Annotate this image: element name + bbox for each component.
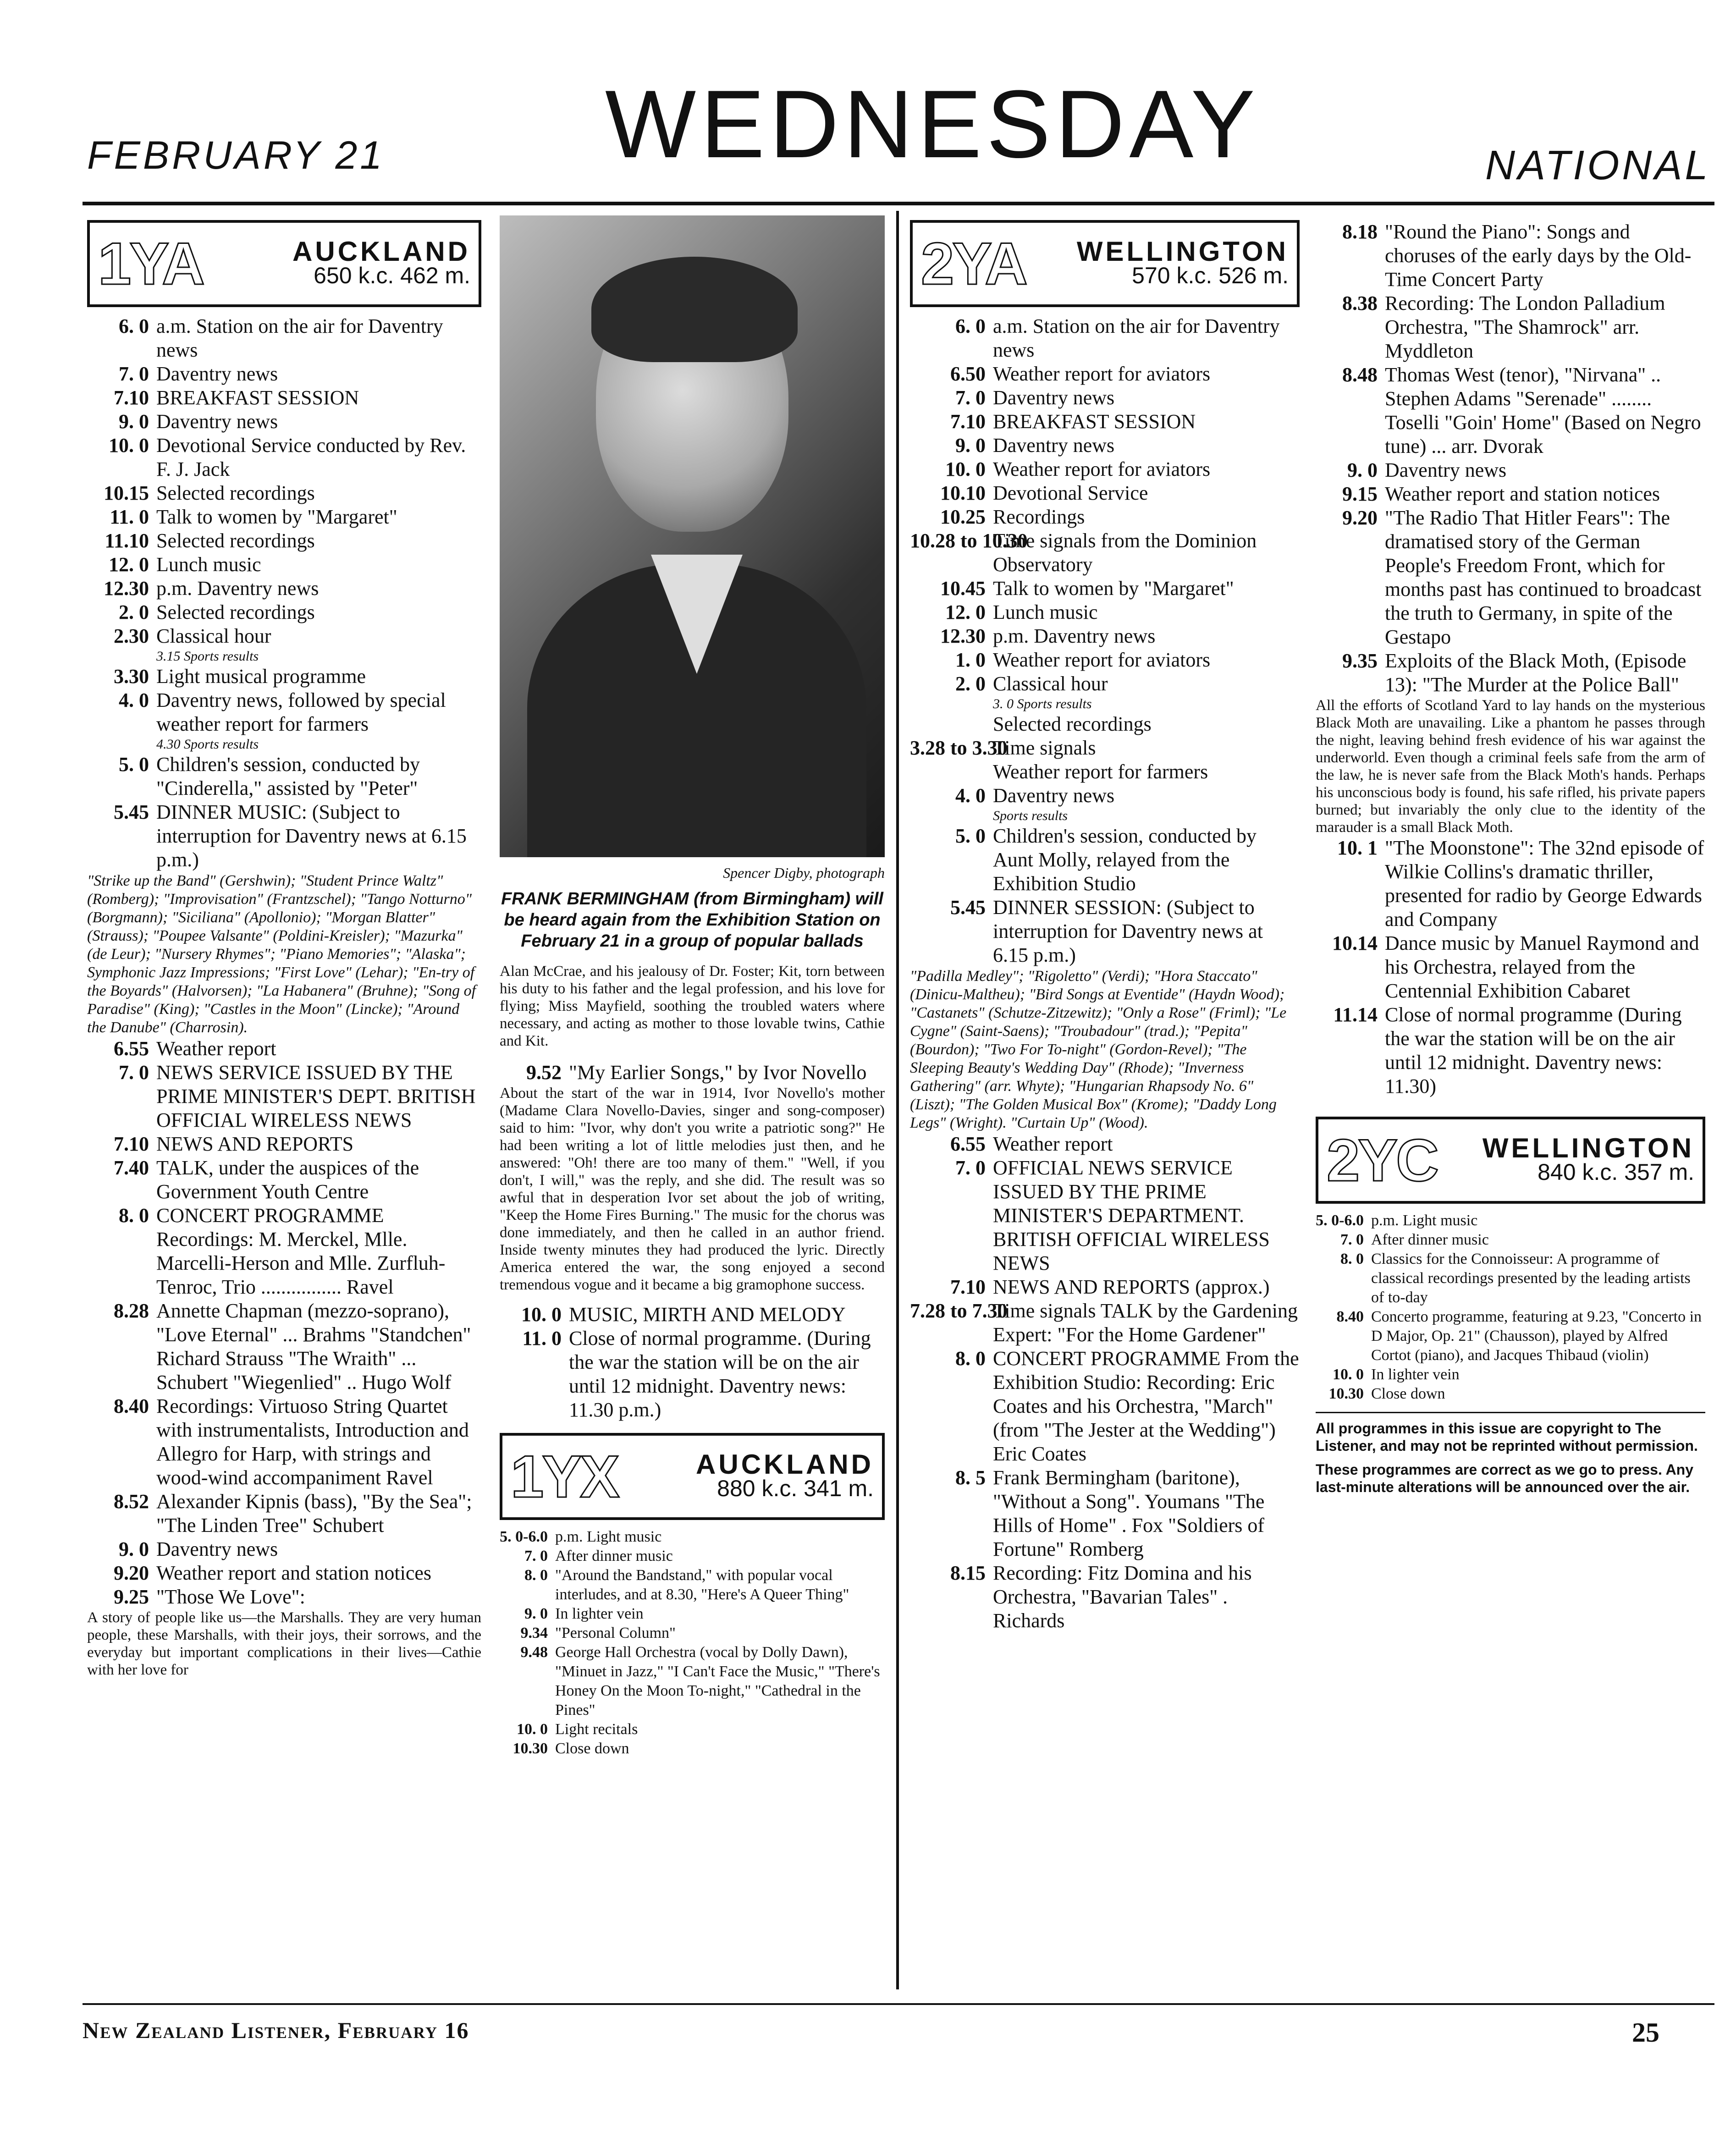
programme-item bbox=[87, 1156, 481, 1204]
programme-time: 8. 0 bbox=[119, 1204, 149, 1227]
programme-item bbox=[1316, 458, 1705, 482]
programme-time: 7.10 bbox=[950, 1276, 986, 1298]
sports-results: 3.15 Sports results bbox=[156, 649, 259, 664]
programme-item bbox=[1316, 649, 1705, 697]
programme-item bbox=[910, 1466, 1300, 1561]
programme-time: 2. 0 bbox=[119, 601, 149, 623]
header-day: WEDNESDAY bbox=[605, 70, 1260, 178]
programme-time: 9.15 bbox=[1342, 483, 1378, 505]
programme-time: 8.52 bbox=[114, 1490, 149, 1513]
programme-text: p.m. Light music bbox=[555, 1528, 662, 1545]
programme-item bbox=[910, 648, 1300, 672]
programme-text: Time signals from the Dominion Observatory bbox=[993, 529, 1257, 576]
programme-item bbox=[87, 434, 481, 481]
programme-item bbox=[910, 600, 1300, 624]
programme-text: p.m. Daventry news bbox=[993, 625, 1156, 647]
programme-time: 2. 0 bbox=[955, 672, 986, 695]
programme-item bbox=[87, 529, 481, 553]
sports-results: 4.30 Sports results bbox=[156, 737, 259, 752]
programme-text: OFFICIAL NEWS SERVICE ISSUED BY THE PRIME MINISTER'S DEPARTMENT. BRITISH OFFICIAL WIRELESS NEWS bbox=[993, 1157, 1270, 1274]
programme-item bbox=[1316, 292, 1705, 363]
programme-item: 9.52 "My Earlier Songs," by Ivor Novello bbox=[526, 1061, 867, 1084]
programme-text: Children's session, conducted by Aunt Molly, relayed from the Exhibition Studio bbox=[993, 825, 1257, 895]
programme-item bbox=[500, 1604, 885, 1624]
programme-text: NEWS SERVICE ISSUED BY THE PRIME MINISTER'S DEPT. BRITISH OFFICIAL WIRELESS NEWS bbox=[156, 1061, 476, 1131]
weather-farmers: Weather report for farmers bbox=[993, 760, 1208, 783]
programme-time: 10. 0 bbox=[1333, 1366, 1364, 1383]
programme-time: 7.28 to 7.30 bbox=[910, 1300, 1008, 1322]
those-we-love-continued: Alan McCrae, and his jealousy of Dr. Foster; Kit, torn between his duty to his father and the legal profession, and his love for flying; Miss Mayfield, soothing the troubled waters where necessary, and acting as mother to those lovable twins, Cathie and Kit. bbox=[500, 963, 885, 1049]
programme-time: 5.45 bbox=[950, 896, 986, 919]
programme-item bbox=[500, 1566, 885, 1604]
programme-text: Light musical programme bbox=[156, 665, 366, 688]
programme-time: 12.30 bbox=[104, 577, 149, 600]
programme-text: "Personal Column" bbox=[555, 1625, 676, 1641]
programme-time: 10. 0 bbox=[109, 434, 149, 457]
programme-time: 9. 0 bbox=[119, 410, 149, 433]
programme-text: Time signals TALK by the Gardening Expert: "For the Home Gardener" bbox=[993, 1300, 1298, 1346]
programme-item bbox=[910, 824, 1300, 896]
station-call: 1YX bbox=[511, 1443, 618, 1510]
programme-text: Time signals bbox=[993, 737, 1096, 759]
programme-time: 8. 0 bbox=[1340, 1250, 1364, 1267]
programme-item bbox=[87, 624, 481, 648]
station-freq: 570 k.c. 526 m. bbox=[1132, 263, 1289, 288]
programme-time: 6. 0 bbox=[955, 315, 986, 337]
station-call: 2YC bbox=[1327, 1127, 1437, 1194]
programme-item bbox=[87, 1537, 481, 1561]
programme-text: Daventry news, followed by special weather report for farmers bbox=[156, 689, 446, 735]
programme-time: 11.14 bbox=[1333, 1003, 1378, 1026]
programme-time: 9. 0 bbox=[524, 1605, 548, 1622]
station-box-1yx bbox=[500, 1433, 885, 1520]
programme-item bbox=[87, 600, 481, 624]
programme-text: CONCERT PROGRAMME From the Exhibition Studio: Recording: Eric Coates and his Orchestra, "March" (from "The Jester at the Wedding") Eric Coates bbox=[993, 1347, 1299, 1465]
programme-time: 7. 0 bbox=[955, 386, 986, 409]
sports-results: 3. 0 Sports results bbox=[993, 696, 1092, 711]
programme-item bbox=[1316, 1384, 1705, 1404]
programme-time: 5.45 bbox=[114, 801, 149, 823]
station-city: AUCKLAND bbox=[292, 236, 470, 267]
programme-text: Selected recordings bbox=[156, 601, 315, 623]
programme-item bbox=[87, 1490, 481, 1537]
programme-text: Recording: Fitz Domina and his Orchestra, "Bavarian Tales" . Richards bbox=[993, 1562, 1252, 1632]
programme-item bbox=[87, 1299, 481, 1394]
programme-text: Weather report for aviators bbox=[993, 363, 1211, 385]
programme-text: Weather report and station notices bbox=[156, 1562, 432, 1584]
programme-time: 5. 0 bbox=[955, 825, 986, 847]
programme-time: 12. 0 bbox=[109, 553, 149, 576]
programme-item bbox=[500, 1643, 885, 1720]
programme-time: 7. 0 bbox=[119, 363, 149, 385]
programme-time: 7.10 bbox=[950, 410, 986, 433]
programme-text: Frank Bermingham (baritone), "Without a Song". Youmans "The Hills of Home" . Fox "Soldiers of Fortune" Romberg bbox=[993, 1466, 1265, 1560]
programme-item bbox=[1316, 220, 1705, 292]
programme-text: "Around the Bandstand," with popular vocal interludes, and at 8.30, "Here's A Queer Thing" bbox=[555, 1567, 849, 1603]
programme-time: 8.15 bbox=[950, 1562, 986, 1584]
programme-item bbox=[910, 481, 1300, 505]
programme-time: 10.14 bbox=[1332, 932, 1378, 954]
programme-time: 9.34 bbox=[520, 1625, 548, 1641]
programme-item bbox=[87, 553, 481, 577]
programme-text: Weather report bbox=[993, 1133, 1113, 1155]
programme-item: 11. 0 Close of normal programme. (During the war the station will be on the air until 12 midnight. Daventry news: 11.30 p.m.) bbox=[522, 1327, 871, 1421]
programme-text: DINNER MUSIC: (Subject to interruption for Daventry news at 6.15 p.m.) bbox=[156, 801, 467, 871]
copyright-notice: All programmes in this issue are copyright to The Listener, and may not be reprinted without permission. bbox=[1316, 1420, 1698, 1454]
header-network: NATIONAL bbox=[1485, 143, 1711, 188]
programme-item bbox=[87, 386, 481, 410]
programme-time: 3.30 bbox=[114, 665, 149, 688]
programme-item bbox=[1316, 1211, 1705, 1230]
column-divider bbox=[896, 211, 899, 1989]
programme-item bbox=[87, 1132, 481, 1156]
programme-item bbox=[910, 1156, 1300, 1275]
programme-time: 4. 0 bbox=[119, 689, 149, 711]
programme-time: 10.45 bbox=[940, 577, 986, 600]
station-freq: 880 k.c. 341 m. bbox=[717, 1476, 874, 1501]
programme-text: BREAKFAST SESSION bbox=[993, 410, 1196, 433]
programme-time: 7. 0 bbox=[524, 1548, 548, 1564]
header-rule bbox=[83, 202, 1714, 205]
column-1ya bbox=[87, 220, 481, 1679]
station-call: 1YA bbox=[98, 230, 203, 297]
programme-text: "The Moonstone": The 32nd episode of Wilkie Collins's dramatic thriller, presented for radio by George Edwards and Company bbox=[1385, 837, 1704, 931]
programme-item bbox=[910, 1132, 1300, 1156]
programme-text: Concerto programme, featuring at 9.23, "Concerto in D Major, Op. 21" (Chausson), played by Alfred Cortot (piano), and Jacques Thibaud (violin) bbox=[1371, 1308, 1702, 1364]
programme-text: Daventry news bbox=[156, 363, 278, 385]
programme-text: Alexander Kipnis (bass), "By the Sea"; "The Linden Tree" Schubert bbox=[156, 1490, 472, 1537]
programme-item bbox=[500, 1547, 885, 1566]
programme-text: CONCERT PROGRAMME Recordings: M. Merckel, Mlle. Marcelli-Herson and Mlle. Zurfluh-Tenroc, Trio ................ Ravel bbox=[156, 1204, 446, 1298]
programme-item bbox=[87, 1585, 481, 1609]
programme-item bbox=[910, 577, 1300, 600]
programme-text: Annette Chapman (mezzo-soprano), "Love Eternal" ... Brahms "Standchen" Richard Strauss "The Wraith" ... Schubert "Wiegenlied" .. Hugo Wolf bbox=[156, 1300, 471, 1393]
programme-text: NEWS AND REPORTS bbox=[156, 1133, 354, 1155]
programme-item bbox=[87, 505, 481, 529]
programme-text: Exploits of the Black Moth, (Episode 13): "The Murder at the Police Ball" bbox=[1385, 650, 1686, 696]
programme-item bbox=[910, 362, 1300, 386]
programme-item bbox=[910, 672, 1300, 696]
programme-item bbox=[87, 577, 481, 600]
programme-item bbox=[87, 1204, 481, 1299]
programme-time: 10.10 bbox=[940, 482, 986, 504]
programme-text: Talk to women by "Margaret" bbox=[156, 506, 397, 528]
programme-item bbox=[87, 800, 481, 872]
programme-time: 8.40 bbox=[1336, 1308, 1364, 1325]
programme-item bbox=[87, 410, 481, 434]
programme-time: 8.48 bbox=[1342, 364, 1378, 386]
programme-text: Weather report for aviators bbox=[993, 649, 1211, 671]
programme-text: DINNER SESSION: (Subject to interruption for Daventry news at 6.15 p.m.) bbox=[993, 896, 1263, 966]
programme-item bbox=[910, 1299, 1300, 1347]
programme-text: Recordings bbox=[993, 506, 1085, 528]
programme-item bbox=[1316, 836, 1705, 931]
programme-text: Classical hour bbox=[156, 625, 271, 647]
programme-time: 6.55 bbox=[114, 1037, 149, 1060]
programme-item bbox=[500, 1739, 885, 1758]
station-box-1ya bbox=[87, 220, 481, 307]
header-date: FEBRUARY 21 bbox=[87, 133, 385, 177]
programme-time: 10.25 bbox=[940, 506, 986, 528]
programme-text: Daventry news bbox=[1385, 459, 1507, 481]
programme-time: 5. 0 bbox=[119, 753, 149, 776]
programme-text: Classics for the Connoisseur: A programme of classical recordings presented by the leading artists of to-day bbox=[1371, 1250, 1691, 1306]
station-freq: 650 k.c. 462 m. bbox=[314, 263, 470, 288]
programme-text: p.m. Daventry news bbox=[156, 577, 319, 600]
programme-item: 10. 0 MUSIC, MIRTH AND MELODY bbox=[521, 1303, 846, 1326]
programme-time: 7. 0 bbox=[955, 1157, 986, 1179]
programme-time: 9. 0 bbox=[955, 434, 986, 457]
programme-text: Recordings: Virtuoso String Quartet with instrumentalists, Introduction and Allegro for Harp, with strings and wood-wind accompaniment Ravel bbox=[156, 1395, 469, 1489]
programme-item bbox=[910, 1561, 1300, 1633]
programme-time: 7.40 bbox=[114, 1157, 149, 1179]
programme-time: 6. 0 bbox=[119, 315, 149, 337]
programme-item bbox=[910, 314, 1300, 362]
programme-time: 10. 1 bbox=[1337, 837, 1378, 859]
programme-time: 8.38 bbox=[1342, 292, 1378, 314]
programme-text: Daventry news bbox=[993, 784, 1115, 807]
programme-text: In lighter vein bbox=[1371, 1366, 1460, 1383]
programme-text: After dinner music bbox=[1371, 1231, 1489, 1248]
programme-time: 7.10 bbox=[114, 386, 149, 409]
programme-text: a.m. Station on the air for Daventry news bbox=[156, 315, 443, 361]
footer-rule bbox=[83, 2003, 1714, 2005]
programme-item bbox=[910, 896, 1300, 967]
programme-time: 9.20 bbox=[1342, 507, 1378, 529]
programme-text: Thomas West (tenor), "Nirvana" .. Stephen Adams "Serenade" ........ Toselli "Goin' Home" (Based on Negro tune) ... arr. Dvorak bbox=[1385, 364, 1701, 457]
programme-text: Lunch music bbox=[993, 601, 1098, 623]
programme-item bbox=[1316, 1250, 1705, 1307]
programme-time: 1. 0 bbox=[955, 649, 986, 671]
programme-item bbox=[500, 1624, 885, 1643]
programme-item bbox=[87, 481, 481, 505]
programme-text: George Hall Orchestra (vocal by Dolly Dawn), "Minuet in Jazz," "I Can't Face the Music," "There's Honey On the Moon To-night," "Cathedral in the Pines" bbox=[555, 1644, 880, 1718]
programme-text: Daventry news bbox=[993, 434, 1115, 457]
programme-text: "Those We Love": bbox=[156, 1586, 305, 1608]
programme-item bbox=[910, 505, 1300, 529]
programme-text: Daventry news bbox=[156, 1538, 278, 1560]
photo-credit: Spencer Digby, photograph bbox=[723, 865, 885, 881]
those-we-love-description: A story of people like us—the Marshalls. They are very human people, these Marshalls, with their joys, their sorrows, and the everyday but important complications in their lives—Cathie with her love for bbox=[87, 1609, 481, 1678]
programme-time: 3.28 to 3.30 bbox=[910, 737, 1008, 759]
programme-time: 6.55 bbox=[950, 1133, 986, 1155]
programme-text: Talk to women by "Margaret" bbox=[993, 577, 1234, 600]
programme-item bbox=[910, 386, 1300, 410]
programme-time: 8.18 bbox=[1342, 220, 1378, 243]
column-2ya bbox=[910, 220, 1300, 1633]
programme-item bbox=[910, 434, 1300, 457]
programme-item bbox=[1316, 482, 1705, 506]
programme-text: Close of normal programme (During the war the station will be on the air until 12 midnight. Daventry news: 11.30) bbox=[1385, 1003, 1682, 1097]
programme-text: Classical hour bbox=[993, 672, 1108, 695]
programme-item bbox=[1316, 1230, 1705, 1250]
programme-time: 6.50 bbox=[950, 363, 986, 385]
programme-time: 10. 0 bbox=[945, 458, 986, 480]
programme-time: 10.30 bbox=[1328, 1385, 1364, 1402]
programme-text: a.m. Station on the air for Daventry news bbox=[993, 315, 1280, 361]
programme-text: NEWS AND REPORTS (approx.) bbox=[993, 1276, 1270, 1298]
programme-text: Daventry news bbox=[156, 410, 278, 433]
programme-time: 7.10 bbox=[114, 1133, 149, 1155]
programme-text: Close down bbox=[555, 1740, 629, 1757]
programme-item bbox=[87, 753, 481, 800]
dinner-session-list: "Padilla Medley"; "Rigoletto" (Verdi); "Hora Staccato" (Dinicu-Maltheu); "Bird Songs at Eventide" (Haydn Wood); "Castanets" (Schutze-Zitzewitz); "Only a Rose" (Friml); "Le Cygne" (Saint-Saens); "Troubadour" (trad.); "Pepita" (Bourdon); "Two For To-night" (Gordon-Revel); "The Sleeping Beauty's Wedding Day" (Rhode); "Inverness Gathering" (arr. Whyte); "Hungarian Rhapsody No. 6" (Liszt); "The Golden Musical Box" (Krome); "Daddy Long Legs" (Wright). "Curtain Up" (Wood). bbox=[910, 968, 1287, 1131]
column-middle bbox=[500, 215, 885, 1758]
programme-item bbox=[87, 1037, 481, 1061]
publication-footer: New Zealand Listener, February 16 bbox=[83, 2017, 469, 2043]
programme-time: 9. 0 bbox=[119, 1538, 149, 1560]
programme-text: Selected recordings bbox=[156, 529, 315, 552]
programme-item bbox=[1316, 1003, 1705, 1098]
programme-item bbox=[910, 457, 1300, 481]
programme-item bbox=[87, 1561, 481, 1585]
programme-text: In lighter vein bbox=[555, 1605, 644, 1622]
programme-time: 8. 0 bbox=[524, 1567, 548, 1584]
programme-item bbox=[1316, 931, 1705, 1003]
selected-recordings: Selected recordings bbox=[993, 713, 1152, 735]
programme-item bbox=[910, 410, 1300, 434]
programme-item bbox=[87, 665, 481, 688]
black-moth-description: All the efforts of Scotland Yard to lay hands on the mysterious Black Moth are unavailing. Like a phantom he passes through the night, leaving behind fresh evidence of his war against the underworld. Even though a criminal feels safe from the arm of the law, he is never safe from the Black Moth's hands. Perhaps his unconscious body is found, his safe rifled, his private papers burned; but invariably the only clue to the identity of the marauder is a small Black Moth. bbox=[1316, 697, 1705, 836]
programme-text: Children's session, conducted by "Cinderella," assisted by "Peter" bbox=[156, 753, 420, 799]
programme-text: Dance music by Manuel Raymond and his Orchestra, relayed from the Centennial Exhibition Cabaret bbox=[1385, 932, 1699, 1002]
programme-item bbox=[910, 529, 1300, 577]
programme-item bbox=[87, 314, 481, 362]
notice-rule bbox=[1316, 1412, 1705, 1413]
programme-time: 7. 0 bbox=[1340, 1231, 1364, 1248]
programme-item bbox=[1316, 1307, 1705, 1365]
programme-item bbox=[1316, 506, 1705, 649]
programme-text: p.m. Light music bbox=[1371, 1212, 1478, 1229]
sports-results: Sports results bbox=[993, 808, 1068, 823]
programme-time: 2.30 bbox=[114, 625, 149, 647]
programme-time: 8.28 bbox=[114, 1300, 149, 1322]
programme-text: Lunch music bbox=[156, 553, 261, 576]
programme-text: Recording: The London Palladium Orchestra, "The Shamrock" arr. Myddleton bbox=[1385, 292, 1665, 362]
programme-text: BREAKFAST SESSION bbox=[156, 386, 359, 409]
programme-text: "The Radio That Hitler Fears": The dramatised story of the German People's Freedom Front, which for months past has continued to broadcast the truth to Germany, in spite of the Gestapo bbox=[1385, 507, 1702, 648]
programme-time: 4. 0 bbox=[955, 784, 986, 807]
press-notice: These programmes are correct as we go to press. Any last-minute alterations will be announced over the air. bbox=[1316, 1461, 1694, 1495]
programme-text: "Round the Piano": Songs and choruses of the early days by the Old-Time Concert Party bbox=[1385, 220, 1692, 291]
station-freq: 840 k.c. 357 m. bbox=[1538, 1159, 1694, 1185]
programme-text: Daventry news bbox=[993, 386, 1115, 409]
programme-time: 9.25 bbox=[114, 1586, 149, 1608]
page-number: 25 bbox=[1632, 2017, 1659, 2048]
programme-time: 9. 0 bbox=[1347, 459, 1378, 481]
station-box-2yc bbox=[1316, 1117, 1705, 1204]
programme-text: TALK, under the auspices of the Government Youth Centre bbox=[156, 1157, 419, 1203]
programme-time: 10. 0 bbox=[517, 1721, 548, 1738]
station-box-2ya bbox=[910, 220, 1300, 307]
programme-text: Devotional Service bbox=[993, 482, 1148, 504]
programme-time: 7. 0 bbox=[119, 1061, 149, 1084]
programme-time: 10.30 bbox=[513, 1740, 548, 1757]
programme-item bbox=[910, 784, 1300, 808]
programme-text: Weather report and station notices bbox=[1385, 483, 1660, 505]
programme-text: Selected recordings bbox=[156, 482, 315, 504]
programme-item bbox=[87, 362, 481, 386]
programme-time: 5. 0-6.0 bbox=[500, 1528, 548, 1545]
programme-time: 10.28 to 10.30 bbox=[910, 529, 1028, 552]
programme-time: 8. 0 bbox=[955, 1347, 986, 1370]
programme-item bbox=[87, 1061, 481, 1132]
programme-item bbox=[500, 1720, 885, 1739]
programme-text: Light recitals bbox=[555, 1721, 638, 1738]
station-city: WELLINGTON bbox=[1482, 1133, 1694, 1163]
programme-item bbox=[1316, 1365, 1705, 1384]
programme-text: Devotional Service conducted by Rev. F. J. Jack bbox=[156, 434, 466, 480]
programme-item bbox=[910, 1347, 1300, 1466]
programme-item bbox=[910, 736, 1300, 760]
photo-caption: FRANK BERMINGHAM (from Birmingham) will be heard again from the Exhibition Station on February 21 in a group of popular ballads bbox=[501, 889, 883, 951]
programme-item bbox=[910, 624, 1300, 648]
programme-time: 9.20 bbox=[114, 1562, 149, 1584]
portrait-photo bbox=[500, 215, 885, 857]
column-right bbox=[1316, 220, 1705, 1496]
programme-time: 8. 5 bbox=[955, 1466, 986, 1489]
programme-time: 10.15 bbox=[104, 482, 149, 504]
programme-time: 9.48 bbox=[520, 1644, 548, 1661]
programme-time: 11. 0 bbox=[110, 506, 149, 528]
station-call: 2YA bbox=[921, 230, 1026, 297]
programme-text: Weather report bbox=[156, 1037, 276, 1060]
programme-item bbox=[1316, 363, 1705, 458]
station-city: AUCKLAND bbox=[696, 1449, 874, 1480]
programme-item bbox=[87, 1394, 481, 1490]
novello-story: About the start of the war in 1914, Ivor Novello's mother (Madame Clara Novello-Davies, singer and song-composer) said to him: "Ivor, why don't you write a patriotic song?" He had been writing a lot of little melodies just then, and he answered: "Oh! there are too many of them." "Well, if you don't, I will," was the reply, and she did. The result was so awful that in desperation Ivor set about the job of writing, "Keep the Home Fires Burning." The music for the chorus was done immediately, and then he called in an author friend. Inside twenty minutes they had produced the lyric. Directly America entered the war, the song enjoyed a second tremendous vogue and it became a big gramophone success. bbox=[500, 1085, 885, 1293]
programme-time: 12. 0 bbox=[945, 601, 986, 623]
programme-time: 9.35 bbox=[1342, 650, 1378, 672]
programme-item bbox=[910, 1275, 1300, 1299]
programme-text: After dinner music bbox=[555, 1548, 673, 1564]
programme-text: Weather report for aviators bbox=[993, 458, 1211, 480]
dinner-music-list: "Strike up the Band" (Gershwin); "Student Prince Waltz" (Romberg); "Improvisation" (Frantzschel); "Tango Notturno" (Borgmann); "Siciliana" (Apollonio); "Morgan Blatter" (Strauss); "Poupee Valsante" (Poldini-Kreisler); "Mazurka" (de Leur); "Nursery Rhymes"; "Piano Memories"; "Alaska"; Symphonic Jazz Impressions; "First Love" (Lehar); "En-try of the Boyards" (Halvorsen); "La Habanera" (Bruhne); "Song of Paradise" (King); "Castles in the Moon" (Lincke); "Around the Danube" (Charrosin). bbox=[87, 872, 476, 1036]
programme-time: 5. 0-6.0 bbox=[1316, 1212, 1364, 1229]
programme-item bbox=[500, 1527, 885, 1547]
programme-item bbox=[87, 688, 481, 736]
station-city: WELLINGTON bbox=[1076, 236, 1289, 267]
programme-text: Close down bbox=[1371, 1385, 1445, 1402]
programme-time: 11.10 bbox=[105, 529, 149, 552]
programme-time: 12.30 bbox=[940, 625, 986, 647]
programme-time: 8.40 bbox=[114, 1395, 149, 1417]
